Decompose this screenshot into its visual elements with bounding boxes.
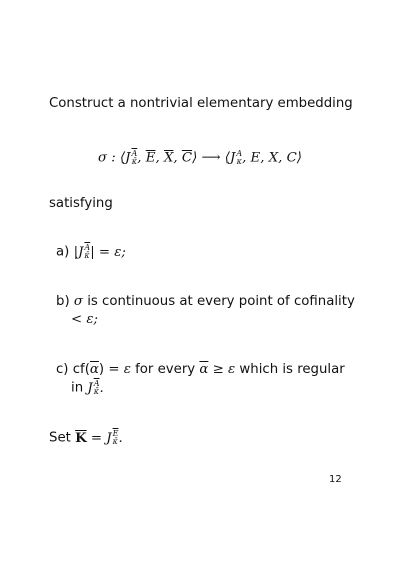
page-number: 12	[329, 474, 342, 485]
set-definition	[49, 430, 123, 447]
set-word: Set	[49, 430, 71, 446]
condition-b-text: is continuous at every point of cofinality	[87, 294, 355, 309]
condition-b-formula: < ε;	[71, 312, 98, 327]
condition-a	[56, 244, 126, 261]
condition-c-structure: J $\overline{A}$ κ̄ .	[87, 379, 104, 396]
condition-c-formula: $cf(\overline{\alpha}) = \varepsilon$	[72, 362, 131, 377]
condition-c-in: in	[71, 380, 84, 396]
condition-c-text2: which is regular	[239, 362, 345, 377]
sigma-symbol: σ	[73, 294, 83, 309]
condition-b	[56, 294, 355, 310]
item-b-label: b)	[56, 294, 70, 309]
condition-c	[56, 362, 345, 378]
condition-c-cont	[71, 380, 104, 397]
condition-c-inequality: $\overline{\alpha} \ge \varepsilon$	[199, 362, 236, 377]
condition-b-cont	[71, 312, 98, 328]
condition-a-formula: |J $\overline{A}$ κ̄ | = ε;	[73, 243, 126, 260]
intro-text: Construct a nontrivial elementary embedding	[49, 96, 353, 111]
embedding-formula: σ : ⟨J $\overline{A}$ κ̄ , $\overline{E}$, $\overline{X}$, $\overline{C}⟩$ ⟶ ⟨J A κ , E, X, C⟩	[97, 149, 302, 166]
condition-c-text1: for every	[135, 362, 196, 377]
item-c-label: c)	[56, 362, 69, 377]
item-a-label: a)	[56, 244, 70, 260]
set-formula: $\overline{K} = J$ $\overline{E}$ κ̄ .	[75, 429, 123, 446]
satisfying-text: satisfying	[49, 196, 113, 211]
